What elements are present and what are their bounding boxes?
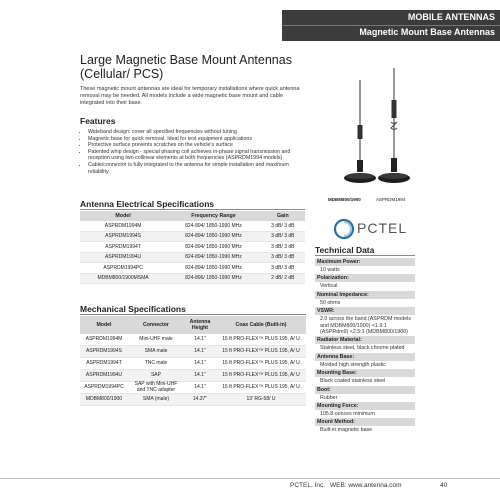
cell-model: ASPRDM1994S — [80, 346, 128, 358]
pctel-logo — [333, 218, 418, 240]
table-row — [80, 242, 305, 253]
tech-item — [315, 353, 415, 369]
tech-value: Vertical — [320, 283, 338, 290]
cell-gain: 3 dB/ 3 dB — [261, 231, 305, 242]
cell-coax: 13' RG-58/ U — [216, 394, 306, 406]
technical-divider — [315, 255, 415, 256]
antenna-product-image — [318, 60, 418, 200]
table-row — [80, 382, 306, 394]
tech-value: 105.8 ounces minimum — [320, 411, 375, 418]
image-caption-left: MDBM800/1900 — [328, 197, 361, 202]
footer-page-number: 40 — [440, 482, 448, 489]
tech-label: VSWR: — [315, 307, 415, 315]
table-row — [80, 370, 306, 382]
mechanical-spec-table — [80, 316, 306, 406]
pctel-logo-text: PCTEL — [357, 220, 408, 236]
cell-gain: 3 dB/ 3 dB — [261, 252, 305, 263]
cell-frequency: 824-894/ 1850-1990 MHz — [166, 263, 261, 274]
cell-coax: 15 ft PRO-FLEX™ PLUS 195, A/ U — [216, 346, 306, 358]
tech-item — [315, 386, 415, 402]
cell-connector: SAP — [128, 370, 184, 382]
tech-value: 2.0 across the band (ASPRDM models and MDBM800/1900) <1.9:1 (ASPRdm9) <2.5:1 (MDBM800/1900) — [320, 316, 411, 336]
cell-model: ASPRDM1994PC — [80, 382, 128, 394]
feature-item: • Wideband design: cover all specified frequencies without tuning — [88, 129, 302, 136]
table-header-row — [80, 211, 305, 221]
col-header-coax: Coax Cable (Built-in) — [216, 316, 306, 334]
cell-connector: SAP with Mini-UHF and TNC adapter — [128, 382, 184, 394]
tech-item — [315, 336, 415, 352]
tech-item — [315, 402, 415, 418]
tech-item — [315, 291, 415, 307]
tech-value: Black coated stainless steel — [320, 378, 386, 385]
features-heading: Features — [80, 116, 116, 126]
tech-item — [315, 369, 415, 385]
cell-height: 14.1" — [184, 334, 216, 346]
cell-frequency: 824-894/ 1850-1990 MHz — [166, 221, 261, 231]
cell-model: MDBM800/1900MSMA — [80, 273, 166, 284]
header-subcategory: Magnetic Mount Base Antennas — [359, 27, 495, 37]
tech-value: Molded high strength plastic — [320, 361, 386, 368]
cell-connector: SMA (male) — [128, 394, 184, 406]
feature-item: • Patented whip design - special phasing coil achieves in-phase signal transmission and reception using two collinear elements at both frequencies (ASPRDM1994 models) — [88, 149, 302, 162]
cell-model: ASPRDM1994PC — [80, 263, 166, 274]
cell-coax: 15 ft PRO-FLEX™ PLUS 195, A/ U — [216, 370, 306, 382]
pctel-logo-mark-icon — [333, 218, 355, 240]
table-row — [80, 273, 305, 284]
cell-connector: TNC male — [128, 358, 184, 370]
cell-height: 14.37" — [184, 394, 216, 406]
cell-height: 14.1" — [184, 382, 216, 394]
cell-frequency: 824-894/ 1850-1990 MHz — [166, 231, 261, 242]
tech-label: Mounting Force: — [315, 402, 415, 410]
tech-label: Mount Method: — [315, 418, 415, 426]
table-row — [80, 358, 306, 370]
table-row — [80, 334, 306, 346]
cell-frequency: 824-896/ 1850-1990 MHz — [166, 273, 261, 284]
electrical-heading: Antenna Electrical Specifications — [80, 199, 215, 209]
technical-data-list — [315, 258, 415, 435]
title-line-1: Large Magnetic Base Mount Antennas — [80, 53, 292, 67]
cell-model: ASPRDM1994M — [80, 221, 166, 231]
cell-gain: 3 dB/ 3 dB — [261, 263, 305, 274]
cell-model: ASPRDM1994U — [80, 370, 128, 382]
cell-model: ASPRDM1994U — [80, 252, 166, 263]
features-list — [80, 129, 302, 175]
technical-heading: Technical Data — [315, 245, 375, 255]
col-header-connector: Connector — [128, 316, 184, 334]
tech-label: Mounting Base: — [315, 369, 415, 377]
image-caption-right: ASPRDM1994 — [376, 197, 406, 202]
cell-connector: SMA male — [128, 346, 184, 358]
header-divider — [282, 25, 500, 26]
mechanical-heading: Mechanical Specifications — [80, 304, 186, 314]
footer-company: PCTEL, Inc. — [290, 482, 326, 489]
table-row — [80, 231, 305, 242]
tech-label: Maximum Power: — [315, 258, 415, 266]
electrical-divider — [80, 209, 305, 210]
tech-label: Polarization: — [315, 274, 415, 282]
col-header-frequency: Frequency Range — [166, 211, 261, 221]
cell-height: 14.1" — [184, 370, 216, 382]
feature-item: • Cable/connector is fully integrated to the antenna for simple installation and maximum reliability — [88, 162, 302, 175]
tech-label: Antenna Base: — [315, 353, 415, 361]
table-header-row — [80, 316, 306, 334]
table-row — [80, 394, 306, 406]
mdbm-antenna-icon — [344, 80, 376, 183]
tech-value: 50 ohms — [320, 299, 341, 306]
asprdm-antenna-icon — [378, 68, 410, 183]
feature-item: • Protective surface prevents scratches on the vehicle's surface — [88, 142, 302, 149]
cell-height: 14.1" — [184, 358, 216, 370]
cell-height: 14.1" — [184, 346, 216, 358]
footer-divider — [0, 478, 500, 479]
cell-gain: 3 dB/ 3 dB — [261, 221, 305, 231]
col-header-model: Model — [80, 316, 128, 334]
tech-item — [315, 274, 415, 290]
table-row — [80, 263, 305, 274]
cell-model: ASPRDM1994T — [80, 358, 128, 370]
cell-coax: 15 ft PRO-FLEX™ PLUS 195, A/ U — [216, 358, 306, 370]
footer-web: WEB: www.antenna.com — [330, 482, 402, 489]
electrical-spec-table — [80, 211, 305, 284]
tech-item — [315, 258, 415, 274]
col-header-gain: Gain — [261, 211, 305, 221]
cell-frequency: 824-894/ 1850-1990 MHz — [166, 242, 261, 253]
page-title — [80, 53, 292, 81]
tech-label: Boot: — [315, 386, 415, 394]
cell-gain: 3 dB/ 3 dB — [261, 242, 305, 253]
intro-paragraph: These magnetic mount antennas are ideal for temporary installations where quick antenna removal may be needed. All models include a wide magnetic base mount and cable integrated into their base. — [80, 86, 300, 106]
cell-coax: 15 ft PRO-FLEX™ PLUS 195, A/ U — [216, 334, 306, 346]
cell-gain: 2 dB/ 2 dB — [261, 273, 305, 284]
cell-model: ASPRDM1994S — [80, 231, 166, 242]
tech-value: 10 watts — [320, 267, 340, 273]
tech-value: Rubber — [320, 394, 338, 401]
table-row — [80, 252, 305, 263]
header-category: MOBILE ANTENNAS — [407, 12, 495, 22]
cell-model: ASPRDM1994T — [80, 242, 166, 253]
mechanical-divider — [80, 314, 306, 315]
tech-item — [315, 418, 415, 434]
feature-item: • Magnetic base for quick removal. Ideal for test equipment applications — [88, 136, 302, 143]
cell-coax: 15 ft PRO-FLEX™ PLUS 195, A/ U — [216, 382, 306, 394]
tech-item — [315, 307, 415, 336]
tech-label: Nominal Impedance: — [315, 291, 415, 299]
cell-frequency: 824-894/ 1850-1990 MHz — [166, 252, 261, 263]
col-header-model: Model — [80, 211, 166, 221]
cell-model: ASPRDM1994M — [80, 334, 128, 346]
title-line-2: (Cellular/ PCS) — [80, 67, 164, 81]
table-row — [80, 221, 305, 231]
cell-connector: Mini-UHF male — [128, 334, 184, 346]
tech-value: Built-in magnetic base — [320, 427, 373, 434]
table-row — [80, 346, 306, 358]
tech-value: Stainless steel, black chrome plated — [320, 345, 405, 352]
cell-model: MDBM800/1900 — [80, 394, 128, 406]
tech-label: Radiator Material: — [315, 336, 415, 344]
col-header-height: Antenna Height — [184, 316, 216, 334]
